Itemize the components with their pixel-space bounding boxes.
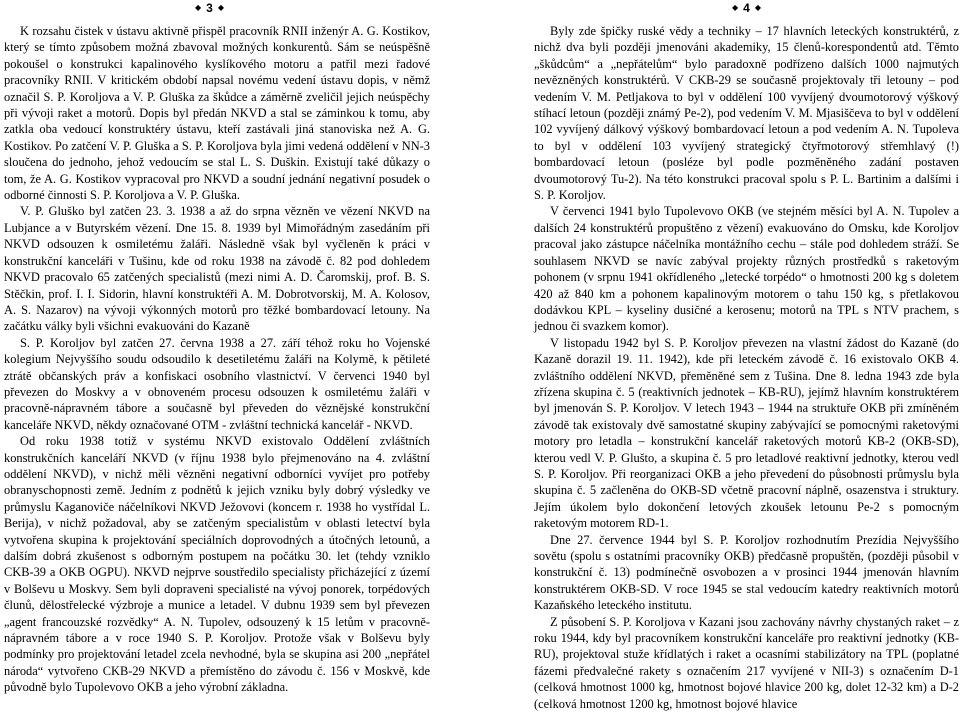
page-number-left: 3 xyxy=(206,1,213,15)
paragraph: K rozsahu čistek v ústavu aktivně přispěl pracovník RNII inženýr A. G. Kostikov, který se tímto způsobem možná zbavoval možných konkurentů. Sám se neúspěšně pokoušel o konstrukci kapalinového kyslíkového motoru a patřil mezi řadové pracovníky RNII. V kritickém období napsal novému vedení ústavu dopis, v němž označil S. P. Koroljova a V. P. Gluška za škůdce a záměrně zveličil jejich neúspěchy při vývoji raket a motorů. Dopis byl předán NKVD a stal se záminkou k tomu, aby zatkla oba vedoucí konstruktéry ústavu, kteří zastávali jiná stanoviska než A. G. Kostikov. Po zatčení V. P. Gluška a S. P. Koroljova byla jimi vedená oddělení v NN-3 sloučena do jednoho, jehož vedoucím se stal L. S. Duškin. Existují také důkazy o tom, že A. G. Kostikov vypracoval pro NKVD a soudní jednání negativní posudek o odborné činnosti S. P. Koroljova a V. P. Gluška. xyxy=(4,24,430,203)
diamond-ornament-icon: ◆ xyxy=(732,3,739,12)
diamond-ornament-icon: ◆ xyxy=(217,3,224,12)
paragraph: V. P. Gluško byl zatčen 23. 3. 1938 a až do srpna vězněn ve vězení NKVD na Lubjance a v Butyrském vězení. Dne 15. 8. 1939 byl Mimořádným zasedáním při NKVD odsouzen k osmiletému žaláři. Následně však byl vyčleněn k práci v konstrukční kanceláři v Tušinu, kde od roku 1938 na závodě č. 82 pod dohledem NKVD pracovalo 65 zatčených specialistů (mezi nimi A. D. Čaromskij, prof. B. S. Stěčkin, prof. I. I. Sidorin, hlavní konstruktéři A. M. Dobrotvorskij, M. A. Kolosov, A. S. Nazarov) na vývoji výkonných motorů pro těžké bombardovací letouny. Na začátku války byli všichni evakuováni do Kazaně xyxy=(4,204,430,334)
paragraph: V červenci 1941 bylo Tupolevovo OKB (ve stejném měsíci byl A. N. Tupolev a dalších 24 konstruktérů propuštěno z vězení) evakuováno do Omsku, kde Koroljov pracoval jako zástupce náčelníka montážního cechu – stále pod dohledem stráží. Se souhlasem NKVD se navíc zabýval projekty různých prostředků s raketovým pohonem (v srpnu 1941 okřídleného „letecké torpédo“ o hmotnosti 200 kg s doletem 420 až 840 km a pohonem kapalinovým motorem o tahu 150 kg, s přetlakovou dodávkou KPL – kyseliny dusičné a kerosenu; motorů na TPL s NTV prachem, s jednou či svazkem komor). xyxy=(534,204,959,334)
page-number-right: 4 xyxy=(743,1,750,15)
text-column-right xyxy=(534,23,959,711)
diamond-ornament-icon: ◆ xyxy=(754,3,761,12)
paragraph: Byly zde špičky ruské vědy a techniky – 17 hlavních leteckých konstruktérů, z nichž dva byli později jmenováni akademiky, 15 členů-korespondentů atd. Těmto „škůdcům“ a „nepřátelům“ bylo paradoxně podřízeno dalších 1000 najmutých nevězněných konstruktérů. V CKB-29 se současně projektovaly tři letouny – pod vedením V. M. Petljakova to byl v oddělení 100 vyvíjený dvoumotorový výškový stíhací letoun (později známý Pe-2), pod vedením V. M. Mjasiščeva to byl v oddělení 102 vyvíjený dálkový výškový bombardovací letoun a pod vedením A. N. Tupoleva to byl v oddělení 103 vyvíjený strategický čtyřmotorový střemhlavý (!) bombardovací letoun (posléze byl podle pozměněného zadání postaven dvoumotorový Tu-2). Na této konstrukci pracoval spolu s P. L. Bartinim a dalšími i S. P. Koroljov. xyxy=(534,24,959,203)
diamond-ornament-icon: ◆ xyxy=(195,3,202,12)
paragraph: Dne 27. července 1944 byl S. P. Koroljov rozhodnutím Prezídia Nejvyššího sovětu (spolu s ostatními pracovníky OKB) předčasně propuštěn, (později působil v konstrukční č. 13) podmínečně osvobozen a v prosinci 1944 jmenován hlavním konstruktérem OKB-SD. V roce 1945 se stal vedoucím katedry reaktivních motorů Kazaňského leteckého institutu. xyxy=(534,532,959,613)
page-number-header-left xyxy=(195,0,224,16)
paragraph: S. P. Koroljov byl zatčen 27. června 1938 a 27. září téhož roku ho Vojenské kolegium Nejvyššího soudu odsoudilo k desetiletému žaláři na Kolymě, k pětileté ztrátě občanských práv a konfiskaci osobního vlastnictví. V červenci 1940 byl převezen do Moskvy a v obnoveném procesu odsouzen k osmiletému žaláři v pracovně-nápravném tábore a současně byl převeden do věznějské konstrukční kanceláře NKVD, někdy označované OTM - zvláštní technická kancelář - NKVD. xyxy=(4,335,430,432)
text-column-left xyxy=(4,23,430,695)
paragraph: Z působení S. P. Koroljova v Kazani jsou zachovány návrhy chystaných raket – z roku 1944, kdy byl pracovníkem konstrukční kanceláře pro reaktivní jednotky (KB-RU), projektoval stuže křídlatých i raket a ocasními stabilizátory na TPL (poplatné fázemi předvalečné rakety s označením 217 vyvíjené v NII-3) s označením D-1 (celková hmotnost 1000 kg, hmotnost bojové hlavice 200 kg, dolet 12-32 km) a D-2 (celková hmotnost 1200 kg, hmotnost bojové hlavice xyxy=(534,614,959,711)
page-number-header-right xyxy=(732,0,761,16)
paragraph: V listopadu 1942 byl S. P. Koroljov převezen na vlastní žádost do Kazaně (do Kazaně dorazil 19. 11. 1942), kde při leteckém závodě č. 16 existovalo OKB 4. zvláštního oddělení NKVD, přeměněné sem z Tušina. Dne 8. ledna 1943 zde byla zřízena skupina č. 5 (reaktivních jednotek – KB-RU), jejímž hlavním konstruktérem byl jmenován S. P. Koroljov. V letech 1943 – 1944 na struktuře OKB při zmíněném závodě tak existovaly dvě samostatné skupiny zabývající se pomocnými raketovými motory pro letadla – konstrukční kancelář raketových motorů KB-2 (OKB-SD), kterou vedl V. P. Glušto, a skupina č. 5 pro letadlové reaktivní jednotky, kterou vedl S. P. Koroljov. Při reorganizaci OKB a jeho převedení do působnosti průmyslu byla skupina č. 5 začleněna do OKB-SD včetně pracovní náplně, osazenstva i struktury. Jejím úkolem bylo dokončení letových zkoušek letounu Pe-2 s pomocným raketovým motorem RD-1. xyxy=(534,335,959,531)
paragraph: Od roku 1938 totiž v systému NKVD existovalo Oddělení zvláštních konstrukčních kanceláří NKVD (v říjnu 1938 bylo přejmenováno na 4. zvláštní oddělení NKVD), v nichž měli vězněni negativní odborníci vyvíjet pro potřeby obranyschopnosti země. Jedním z podnětů k jejich vzniku byly dobrý výsledky ve průmyslu Kaganoviče náčelníkovi NKVD Ježovovi (koncem r. 1938 ho vystřídal L. Berija), v nichž požadoval, aby se zatčeným specialistům v oblasti letectví byla vytvořena skupina k projektování speciálních doprovodných a útočných letounů, a dalším dobrá zkušenost s odborným postupem na počátku 30. let (tehdy vzniklo CKB-39 a OKB OGPU). NKVD nejprve soustředilo specialisty přicházející z území v Bolševu u Moskvy. Sem byli dopraveni specialisté na vývoj ponorek, torpédových člunů, dělostřelecké výzbroje a munice a letadel. V dubnu 1939 sem byl převezen „agent francouzské rozvědky“ A. N. Tupolev, odsouzený k 15 letům v pracovně-nápravném tábore a v roce 1940 S. P. Koroljov. Protože však v Bolševu byly podmínky pro projektování letadel zcela nevhodné, byla se skupina asi 200 „nepřátel národa“ vytvořeno CKB-29 NKVD a přemístěno do závodu č. 156 v Moskvě, kde původně bylo Tupolevovo OKB a jeho výrobní základna. xyxy=(4,434,430,695)
